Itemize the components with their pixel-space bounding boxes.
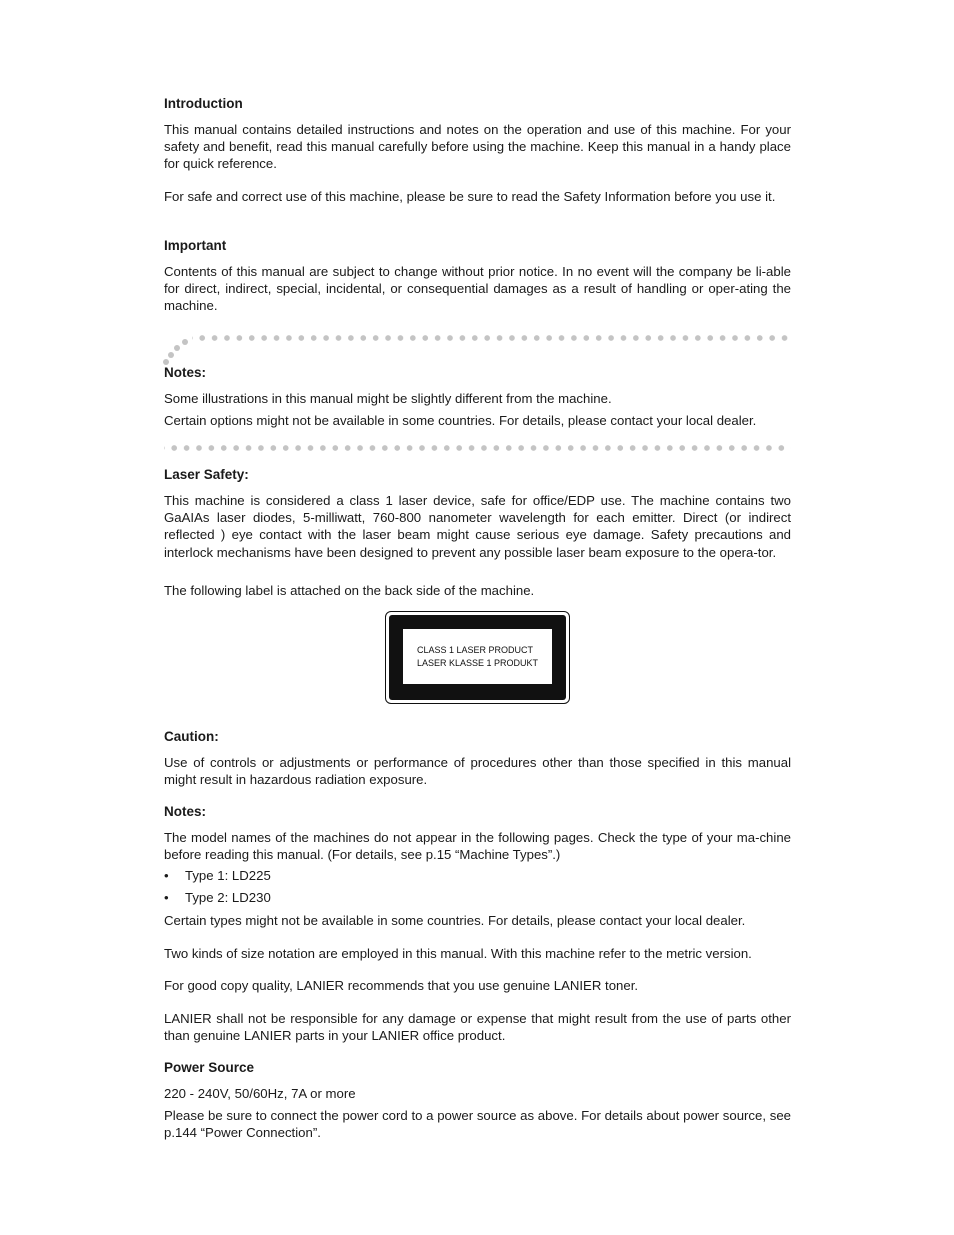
caution-paragraph: Use of controls or adjustments or performance of procedures other than those specified in this manual might result in hazardous radiation exposure. [164, 755, 791, 788]
label-border [389, 615, 566, 700]
notes-bottom-divider [164, 444, 791, 452]
power-source-paragraph: Please be sure to connect the power cord to a power source as above. For details about power source, see p.144 “Power Connection”. [164, 1108, 791, 1141]
machine-type-list [164, 865, 791, 909]
introduction-heading: Introduction [164, 96, 243, 111]
introduction-paragraph-2: For safe and correct use of this machine, please be sure to read the Safety Information before you use it. [164, 189, 776, 204]
caution-heading: Caution: [164, 729, 219, 744]
notes2-paragraph-2: Certain types might not be available in some countries. For details, please contact your local dealer. [164, 913, 746, 928]
power-source-heading: Power Source [164, 1060, 255, 1075]
power-source-spec: 220 - 240V, 50/60Hz, 7A or more [164, 1086, 356, 1101]
laser-label-intro: The following label is attached on the back side of the machine. [164, 583, 535, 598]
notes2-paragraph-4: For good copy quality, LANIER recommends that you use genuine LANIER toner. [164, 978, 639, 993]
laser-safety-paragraph: This machine is considered a class 1 laser device, safe for office/EDP use. The machine contains two GaAIAs laser diodes, 5-milliwatt, 760-800 nanometer wavelength for each emitter. Direct (or indirect reflected ) eye contact with the laser beam might cause serious eye damage. Safety precautions and interlock mechanisms have been designed to prevent any possible laser beam exposure to the opera-tor. [164, 493, 791, 560]
important-heading: Important [164, 238, 227, 253]
notes-top-divider [192, 334, 791, 342]
list-item: • Type 1: LD225 [164, 865, 791, 887]
notes2-paragraph-3: Two kinds of size notation are employed in this manual. With this machine refer to the metric version. [164, 946, 752, 961]
important-paragraph: Contents of this manual are subject to change without prior notice. In no event will the company be li-able for direct, indirect, special, incidental, or consequential damages as a result of handling or oper-ating the machine. [164, 264, 791, 314]
notes-paragraph-2: Certain options might not be available in some countries. For details, please contact your local dealer. [164, 413, 757, 428]
label-line-1: CLASS 1 LASER PRODUCT [417, 645, 534, 655]
notes-heading: Notes: [164, 365, 207, 380]
introduction-paragraph-1: This manual contains detailed instructions and notes on the operation and use of this machine. For your safety and benefit, read this manual carefully before using the machine. Keep this manual in a handy place for quick reference. [164, 122, 791, 172]
label-line-2: LASER KLASSE 1 PRODUKT [417, 658, 539, 668]
laser-product-label [385, 611, 570, 704]
notes2-paragraph-1: The model names of the machines do not appear in the following pages. Check the type of your ma-chine before reading this manual. (For details, see p.15 “Machine Types”.) [164, 830, 791, 863]
notes-paragraph-1: Some illustrations in this manual might be slightly different from the machine. [164, 391, 612, 406]
notes2-paragraph-5: LANIER shall not be responsible for any damage or expense that might result from the use of parts other than genuine LANIER parts in your LANIER office product. [164, 1011, 791, 1044]
label-text-area [403, 629, 552, 684]
notes2-heading: Notes: [164, 804, 207, 819]
laser-safety-heading: Laser Safety: [164, 467, 249, 482]
list-item: • Type 2: LD230 [164, 887, 791, 909]
